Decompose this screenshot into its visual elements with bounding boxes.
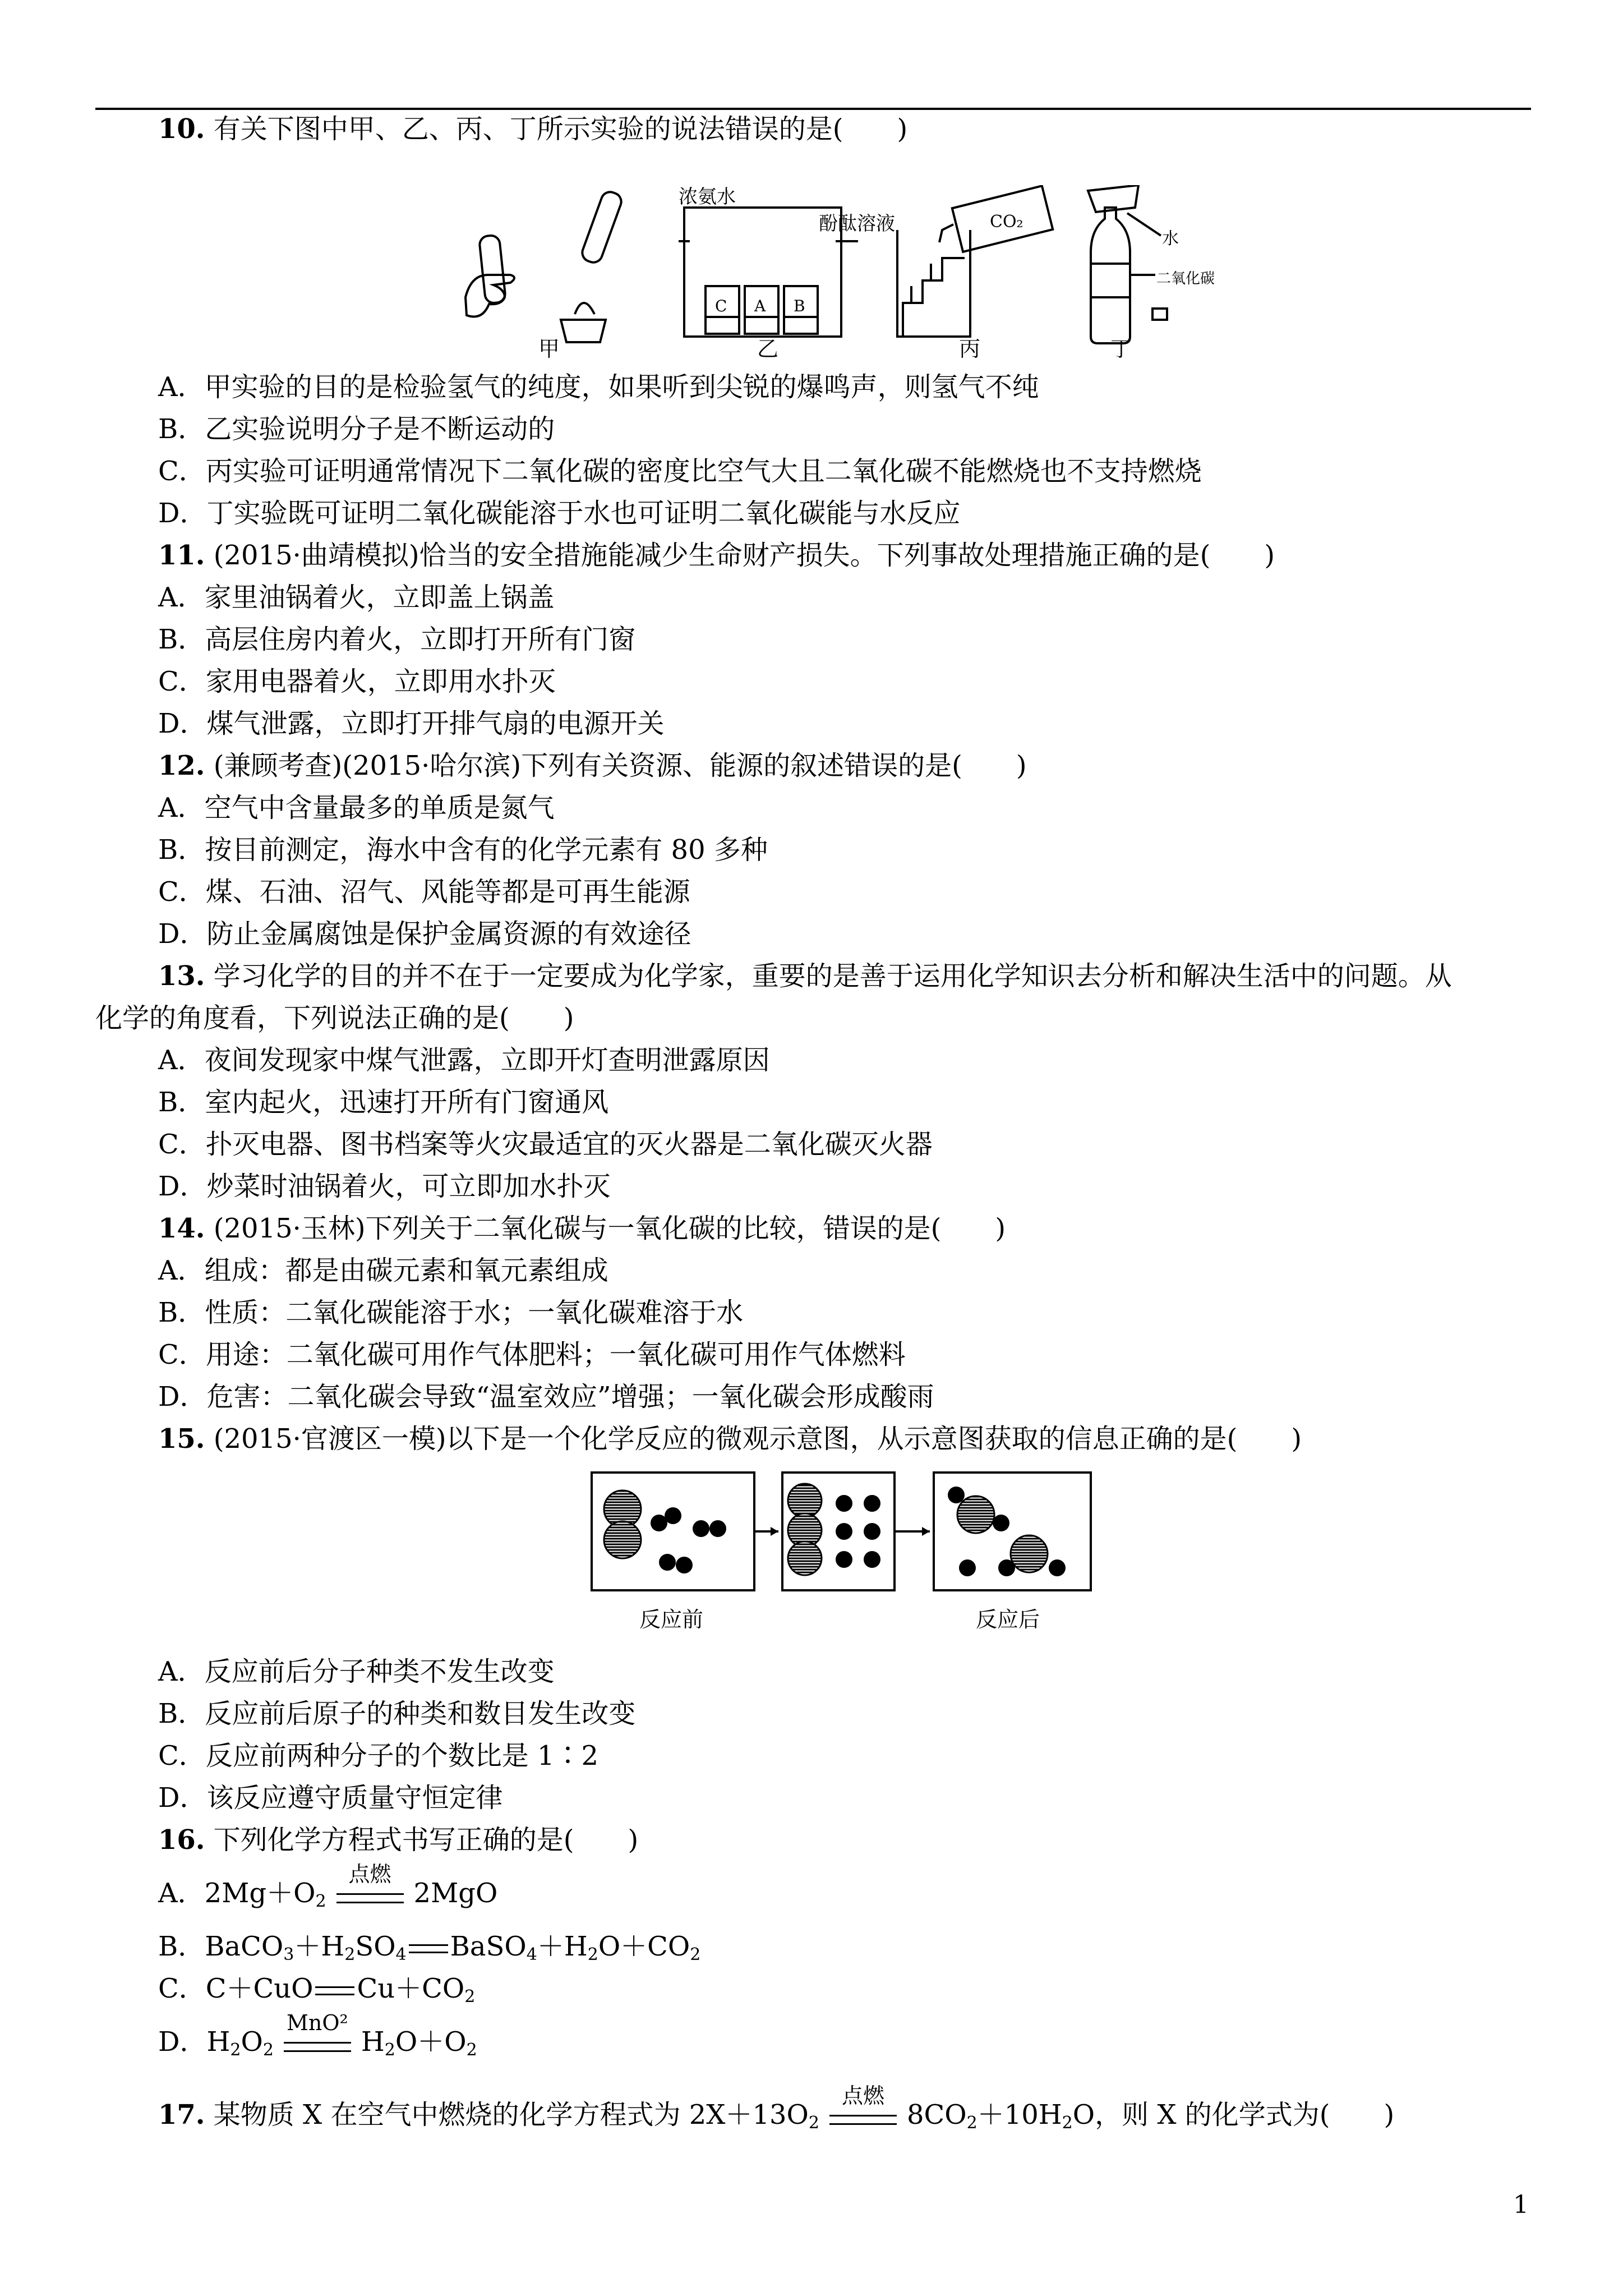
- q13-option-c: C．扑灭电器、图书档案等火灾最适宜的灭火器是二氧化碳灭火器: [158, 1129, 933, 1160]
- label-nongan: 浓氨水: [679, 186, 736, 208]
- q11-option-c: C．家用电器着火，立即用水扑灭: [158, 666, 556, 697]
- page-number: 1: [1513, 2191, 1529, 2219]
- q11-option-b: B．高层住房内着火，立即打开所有门窗: [158, 624, 636, 655]
- formula-part: ＋10H: [977, 2099, 1062, 2131]
- question-number: 12.: [158, 750, 205, 781]
- reaction-condition: 点燃: [348, 1862, 391, 1887]
- beaker-a-label: A: [754, 297, 766, 315]
- subscript: 2: [466, 2040, 477, 2060]
- q10-option-c: C．丙实验可证明通常情况下二氧化碳的密度比空气大且二氧化碳不能燃烧也不支持燃烧: [158, 455, 1202, 487]
- equation-lhs: 2Mg＋O: [204, 1878, 316, 1909]
- caption-after: 反应后: [976, 1607, 1040, 1632]
- label-fentai: 酚酞溶液: [819, 213, 895, 235]
- subscript: 2: [464, 1987, 476, 2007]
- question-text: (2015·官渡区一模)以下是一个化学反应的微观示意图，从示意图获取的信息正确的是( ): [213, 1423, 1302, 1455]
- reaction-condition: 点燃: [841, 2083, 884, 2108]
- caption-yi: 乙: [757, 337, 779, 361]
- question-number: 13.: [158, 960, 205, 992]
- subscript: 2: [690, 1945, 701, 1964]
- q12-option-c: C．煤、石油、沼气、风能等都是可再生能源: [158, 876, 690, 908]
- q12-option-a: A．空气中含量最多的单质是氮气: [158, 792, 555, 823]
- q10-option-a: A．甲实验的目的是检验氢气的纯度，如果听到尖锐的爆鸣声，则氢气不纯: [158, 371, 1039, 403]
- reaction-condition: MnO²: [287, 2010, 348, 2035]
- q11-option-d: D．煤气泄露，立即打开排气扇的电源开关: [158, 708, 665, 739]
- subscript: 2: [1062, 2113, 1073, 2133]
- q13-option-a: A．夜间发现家中煤气泄露，立即开灯查明泄露原因: [158, 1045, 770, 1076]
- formula-part: 8CO: [906, 2099, 967, 2131]
- label-co2-ding: 二氧化碳: [1156, 270, 1215, 287]
- question-15: [158, 1422, 1302, 1456]
- option-label: C．: [158, 1973, 206, 2004]
- question-number: 16.: [158, 1824, 205, 1856]
- subscript: 2: [344, 1945, 356, 1964]
- q12-option-b: B．按目前测定，海水中含有的化学元素有 80 多种: [158, 834, 768, 866]
- reaction-arrow: [336, 1862, 404, 1910]
- caption-jia: 甲: [538, 337, 560, 361]
- reaction-arrow: [284, 2010, 351, 2059]
- option-label: A．: [158, 1878, 205, 1909]
- equation-lhs: C＋CuO: [205, 1973, 313, 2004]
- subscript: 2: [262, 2040, 274, 2060]
- formula-part: H: [361, 2026, 385, 2058]
- question-14: [158, 1212, 1006, 1245]
- q11-option-a: A．家里油锅着火，立即盖上锅盖: [158, 582, 555, 613]
- q14-option-a: A．组成：都是由碳元素和氧元素组成: [158, 1255, 608, 1286]
- question-text: (兼顾考查)(2015·哈尔滨)下列有关资源、能源的叙述错误的是( ): [213, 750, 1027, 781]
- question-text: 某物质 X 在空气中燃烧的化学方程式为 2X＋13O: [213, 2099, 809, 2131]
- label-co2: CO₂: [990, 212, 1023, 232]
- formula-part: BaSO: [450, 1931, 527, 1962]
- question-text: (2015·玉林)下列关于二氧化碳与一氧化碳的比较，错误的是( ): [213, 1213, 1006, 1244]
- question-text: O，则 X 的化学式为( ): [1072, 2099, 1395, 2131]
- subscript: 2: [384, 2040, 395, 2060]
- caption-ding: 丁: [1110, 337, 1132, 361]
- equals-sign: [409, 1930, 448, 1963]
- question-10: [158, 112, 907, 146]
- subscript: 2: [966, 2113, 978, 2133]
- subscript: 2: [230, 2040, 241, 2060]
- subscript: 2: [315, 1892, 326, 1911]
- q15-reaction-diagram: [589, 1470, 1094, 1632]
- formula-part: O＋O: [395, 2026, 467, 2058]
- question-number: 15.: [158, 1423, 205, 1455]
- q14-option-d: D．危害：二氧化碳会导致“温室效应”增强；一氧化碳会形成酸雨: [158, 1381, 934, 1412]
- header-rule: [95, 108, 1531, 110]
- formula-part: ＋H: [537, 1931, 588, 1962]
- question-text: 学习化学的目的并不在于一定要成为化学家，重要的是善于运用化学知识去分析和解决生活中的问题。从: [213, 960, 1452, 992]
- q15-option-b: B．反应前后原子的种类和数目发生改变: [158, 1698, 636, 1729]
- subscript: 4: [395, 1945, 407, 1964]
- option-label: B．: [158, 1931, 205, 1962]
- q14-option-c: C．用途：二氧化碳可用作气体肥料；一氧化碳可用作气体燃料: [158, 1339, 906, 1370]
- q16-option-c: [158, 1972, 475, 2005]
- q14-option-b: B．性质：二氧化碳能溶于水；一氧化碳难溶于水: [158, 1297, 744, 1328]
- subscript: 3: [283, 1945, 294, 1964]
- reaction-arrow: [829, 2083, 897, 2132]
- formula-part: ＋H: [294, 1931, 345, 1962]
- question-number: 10.: [158, 113, 205, 145]
- q10-option-d: D．丁实验既可证明二氧化碳能溶于水也可证明二氧化碳能与水反应: [158, 498, 961, 529]
- question-number: 14.: [158, 1213, 205, 1244]
- subscript: 2: [587, 1945, 598, 1964]
- equals-sign: [315, 1972, 354, 2005]
- question-16: [158, 1823, 638, 1857]
- question-number: 11.: [158, 540, 205, 571]
- formula-part: H: [206, 2026, 230, 2058]
- question-number: 17.: [158, 2099, 205, 2131]
- subscript: 2: [808, 2113, 819, 2133]
- label-water: 水: [1162, 229, 1179, 249]
- beaker-b-label: B: [794, 297, 805, 315]
- equation-rhs: Cu＋CO: [357, 1973, 465, 2004]
- question-17: [158, 2083, 1395, 2133]
- q15-option-c: C．反应前两种分子的个数比是 1∶2: [158, 1740, 599, 1772]
- option-label: D．: [158, 2026, 207, 2058]
- formula-part: SO: [355, 1931, 396, 1962]
- q10-option-b: B．乙实验说明分子是不断运动的: [158, 413, 555, 445]
- q16-option-d: [158, 2010, 477, 2060]
- q16-option-a: [158, 1862, 498, 1911]
- formula-part: O＋CO: [598, 1931, 690, 1962]
- question-12: [158, 749, 1027, 783]
- question-11: [158, 539, 1275, 572]
- q12-option-d: D．防止金属腐蚀是保护金属资源的有效途径: [158, 918, 691, 950]
- q10-experiment-figure: [454, 185, 1251, 365]
- subscript: 4: [526, 1945, 537, 1964]
- question-text: (2015·曲靖模拟)恰当的安全措施能减少生命财产损失。下列事故处理措施正确的是( ): [213, 540, 1275, 571]
- question-13-continued: 化学的角度看，下列说法正确的是( ): [95, 1002, 574, 1034]
- equation-rhs: 2MgO: [413, 1878, 498, 1909]
- beaker-c-label: C: [715, 297, 727, 315]
- caption-before: 反应前: [639, 1607, 704, 1632]
- q16-option-b: [158, 1930, 700, 1963]
- q13-option-b: B．室内起火，迅速打开所有门窗通风: [158, 1087, 609, 1118]
- formula-part: O: [241, 2026, 263, 2058]
- formula-part: BaCO: [205, 1931, 284, 1962]
- caption-bing: 丙: [959, 337, 981, 361]
- question-text: 下列化学方程式书写正确的是( ): [213, 1824, 639, 1856]
- q15-option-d: D．该反应遵守质量守恒定律: [158, 1782, 503, 1814]
- q15-option-a: A．反应前后分子种类不发生改变: [158, 1656, 555, 1687]
- question-text: 有关下图中甲、乙、丙、丁所示实验的说法错误的是( ): [213, 113, 908, 145]
- question-13: [158, 959, 1452, 993]
- q13-option-d: D．炒菜时油锅着火，可立即加水扑灭: [158, 1171, 611, 1202]
